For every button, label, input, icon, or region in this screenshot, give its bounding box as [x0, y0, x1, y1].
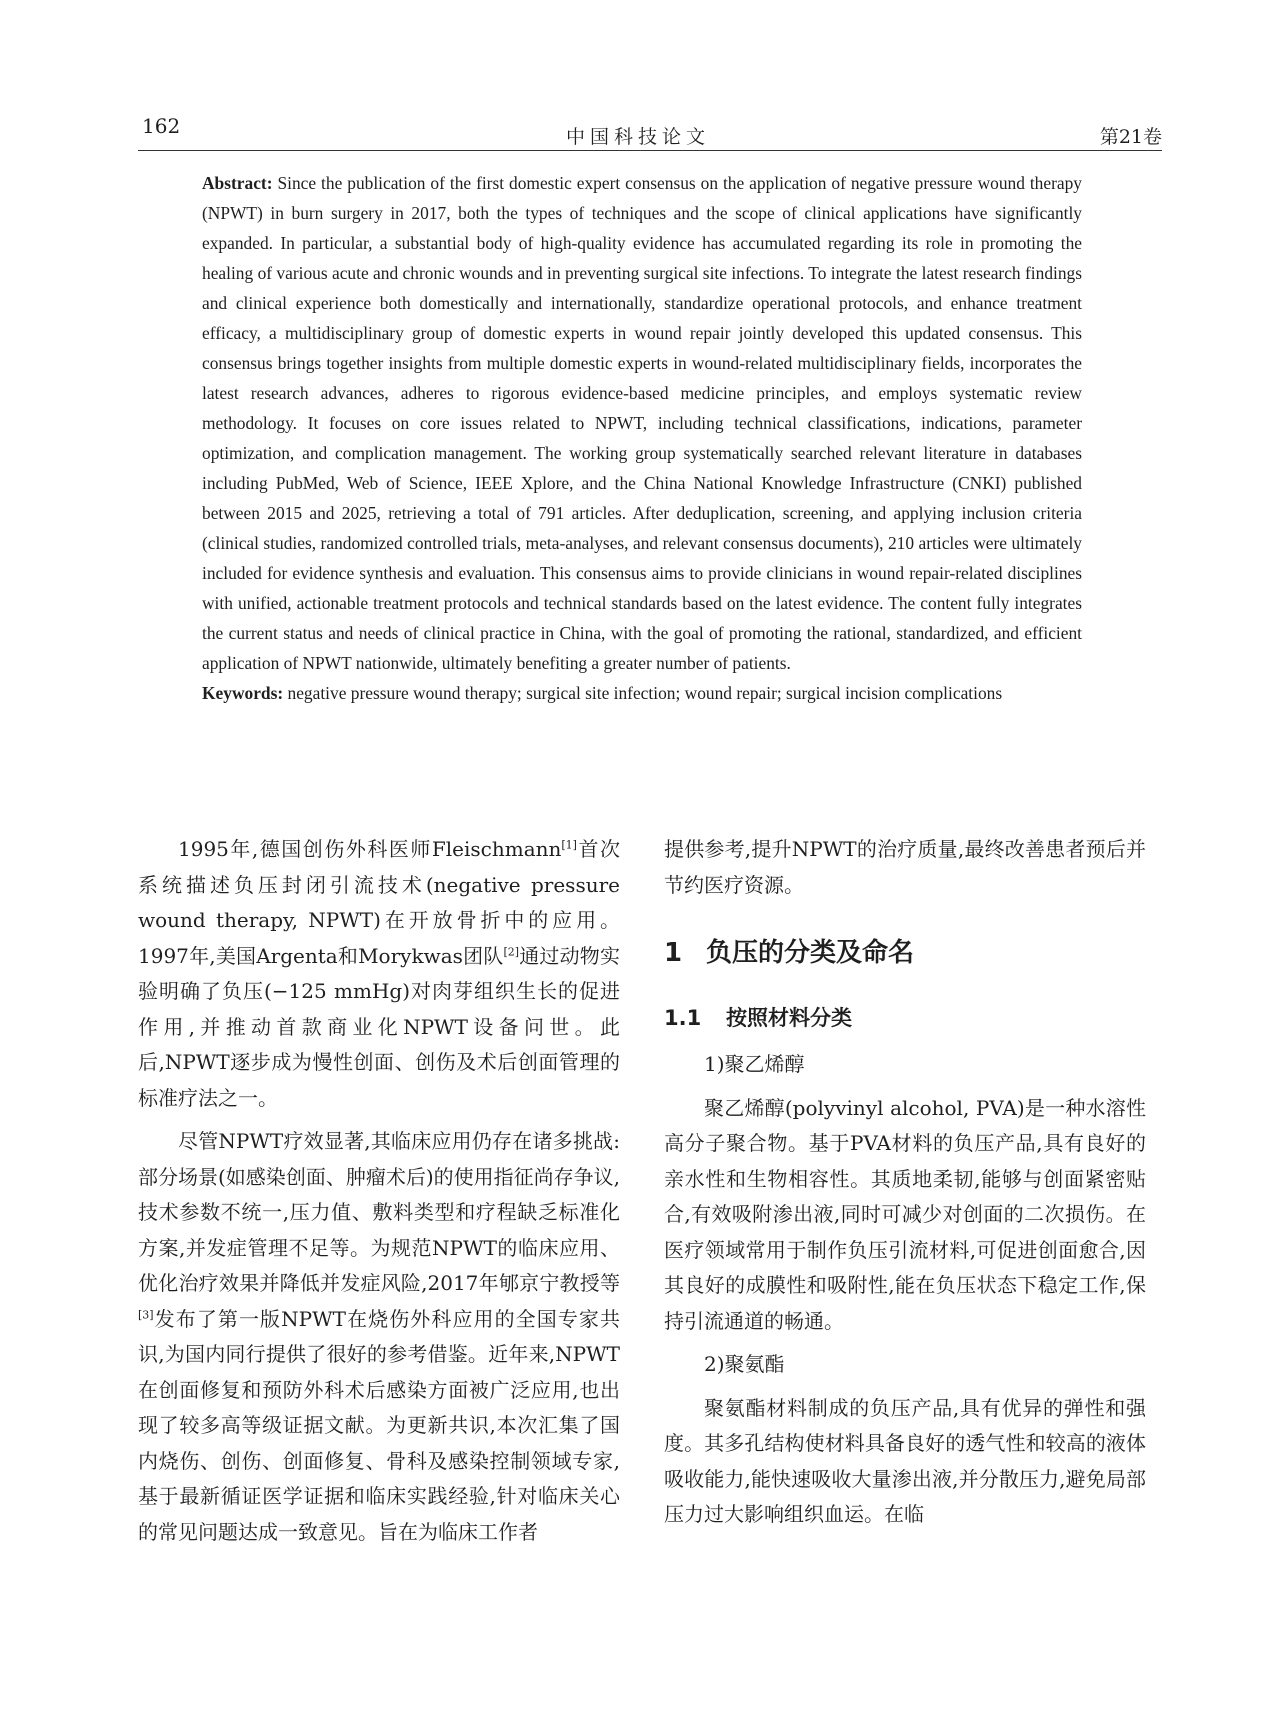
- header-rule: [138, 150, 1162, 151]
- abstract-paragraph: [202, 168, 1082, 678]
- citation-2: [2]: [503, 944, 520, 958]
- section-title: 负压的分类及命名: [706, 938, 915, 968]
- item-heading-pva: 1)聚乙烯醇: [704, 1052, 805, 1076]
- abstract-label: Abstract:: [202, 173, 273, 193]
- right-column: [664, 832, 1146, 1533]
- intro-text-2b: 发布了第一版NPWT在烧伤外科应用的全国专家共识,为国内同行提供了很好的参考借鉴。近年来,NPWT在创面修复和预防外科术后感染方面被广泛应用,也出现了较多高等级证据文献。为更新共识,本次汇集了国内烧伤、创伤、创面修复、骨科及感染控制领域专家,基于最新循证医学证据和临床实践经验,针对临床关心的常见问题达成一致意见。旨在为临床工作者: [138, 1306, 620, 1544]
- intro-text-1a: 1995年,德国创伤外科医师Fleischmann: [178, 837, 562, 861]
- page-number: 162: [142, 114, 181, 138]
- intro-paragraph-2: [138, 1124, 620, 1550]
- intro-text-1c: 通过动物实验明确了负压(−125 mmHg)对肉芽组织生长的促进作用,并推动首款商业化NPWT设备问世。此后,NPWT逐步成为慢性创面、创伤及术后创面管理的标准疗法之一。: [138, 943, 621, 1110]
- section-heading-1: [664, 933, 1146, 973]
- citation-1: [1]: [561, 838, 577, 852]
- journal-name: 中国科技论文: [565, 126, 710, 148]
- item-heading-polyurethane: 2)聚氨酯: [704, 1352, 785, 1376]
- intro-text-2a: 尽管NPWT疗效显著,其临床应用仍存在诸多挑战:部分场景(如感染创面、肿瘤术后)的使用指征尚存争议,技术参数不统一,压力值、敷料类型和疗程缺乏标准化方案,并发症管理不足等。为规范NPWT的临床应用、优化治疗效果并降低并发症风险,2017年郇京宁教授等: [138, 1129, 620, 1295]
- left-column: [138, 832, 620, 1550]
- subsection-heading-1-1: [664, 1001, 1146, 1035]
- intro-paragraph-continued: 提供参考,提升NPWT的治疗质量,最终改善患者预后并节约医疗资源。: [664, 837, 1146, 897]
- keywords-text: negative pressure wound therapy; surgical site infection; wound repair; surgical incision complications: [283, 683, 1003, 703]
- item-paragraph-polyurethane: 聚氨酯材料制成的负压产品,具有优异的弹性和强度。其多孔结构使材料具备良好的透气性和较高的液体吸收能力,能快速吸收大量渗出液,并分散压力,避免局部压力过大影响组织血运。在临: [664, 1395, 1146, 1526]
- item-paragraph-pva: 聚乙烯醇(polyvinyl alcohol, PVA)是一种水溶性高分子聚合物。基于PVA材料的负压产品,具有良好的亲水性和生物相容性。其质地柔韧,能够与创面紧密贴合,有效吸附渗出液,同时可减少对创面的二次损伤。在医疗领域常用于制作负压引流材料,可促进创面愈合,因其良好的成膜性和吸附性,能在负压状态下稳定工作,保持引流通道的畅通。: [664, 1095, 1146, 1333]
- intro-text-1b: 首次系统描述负压封闭引流技术(negative pressure wound therapy, NPWT)在开放骨折中的应用。1997年,美国Argenta和Morykwas团队: [138, 837, 621, 968]
- subsection-number: 1.1: [664, 1006, 702, 1030]
- keywords-label: Keywords:: [202, 683, 284, 703]
- intro-paragraph-1: [138, 832, 620, 1116]
- subsection-title: 按照材料分类: [726, 1006, 852, 1030]
- volume-label: 第21卷: [1099, 126, 1162, 148]
- abstract-block: [202, 168, 1082, 708]
- citation-3: [3]: [138, 1307, 154, 1321]
- abstract-text: Since the publication of the first domestic expert consensus on the application of negative pressure wound therapy (NPWT) in burn surgery in 2017, both the types of techniques and the scope of clinical applications have significantly expanded. In particular, a substantial body of high-quality evidence has accumulated regarding its role in promoting the healing of various acute and chronic wounds and in preventing surgical site infections. To integrate the latest research findings and clinical experience both domestically and internationally, standardize operational protocols, and enhance treatment efficacy, a multidisciplinary group of domestic experts in wound repair jointly developed this updated consensus. This consensus brings together insights from multiple domestic experts in wound-related multidisciplinary fields, incorporates the latest research advances, adheres to rigorous evidence-based medicine principles, and employs systematic review methodology. It focuses on core issues related to NPWT, including technical classifications, indications, parameter optimization, and complication management. The working group systematically searched relevant literature in databases including PubMed, Web of Science, IEEE Xplore, and the China National Knowledge Infrastructure (CNKI) published between 2015 and 2025, retrieving a total of 791 articles. After deduplication, screening, and applying inclusion criteria (clinical studies, randomized controlled trials, meta-analyses, and relevant consensus documents), 210 articles were ultimately included for evidence synthesis and evaluation. This consensus aims to provide clinicians in wound repair-related disciplines with unified, actionable treatment protocols and technical standards based on the latest evidence. The content fully integrates the current status and needs of clinical practice in China, with the goal of promoting the rational, standardized, and efficient application of NPWT nationwide, ultimately benefiting a greater number of patients.: [202, 173, 1082, 673]
- keywords-paragraph: [202, 679, 1082, 708]
- section-number: 1: [664, 938, 683, 968]
